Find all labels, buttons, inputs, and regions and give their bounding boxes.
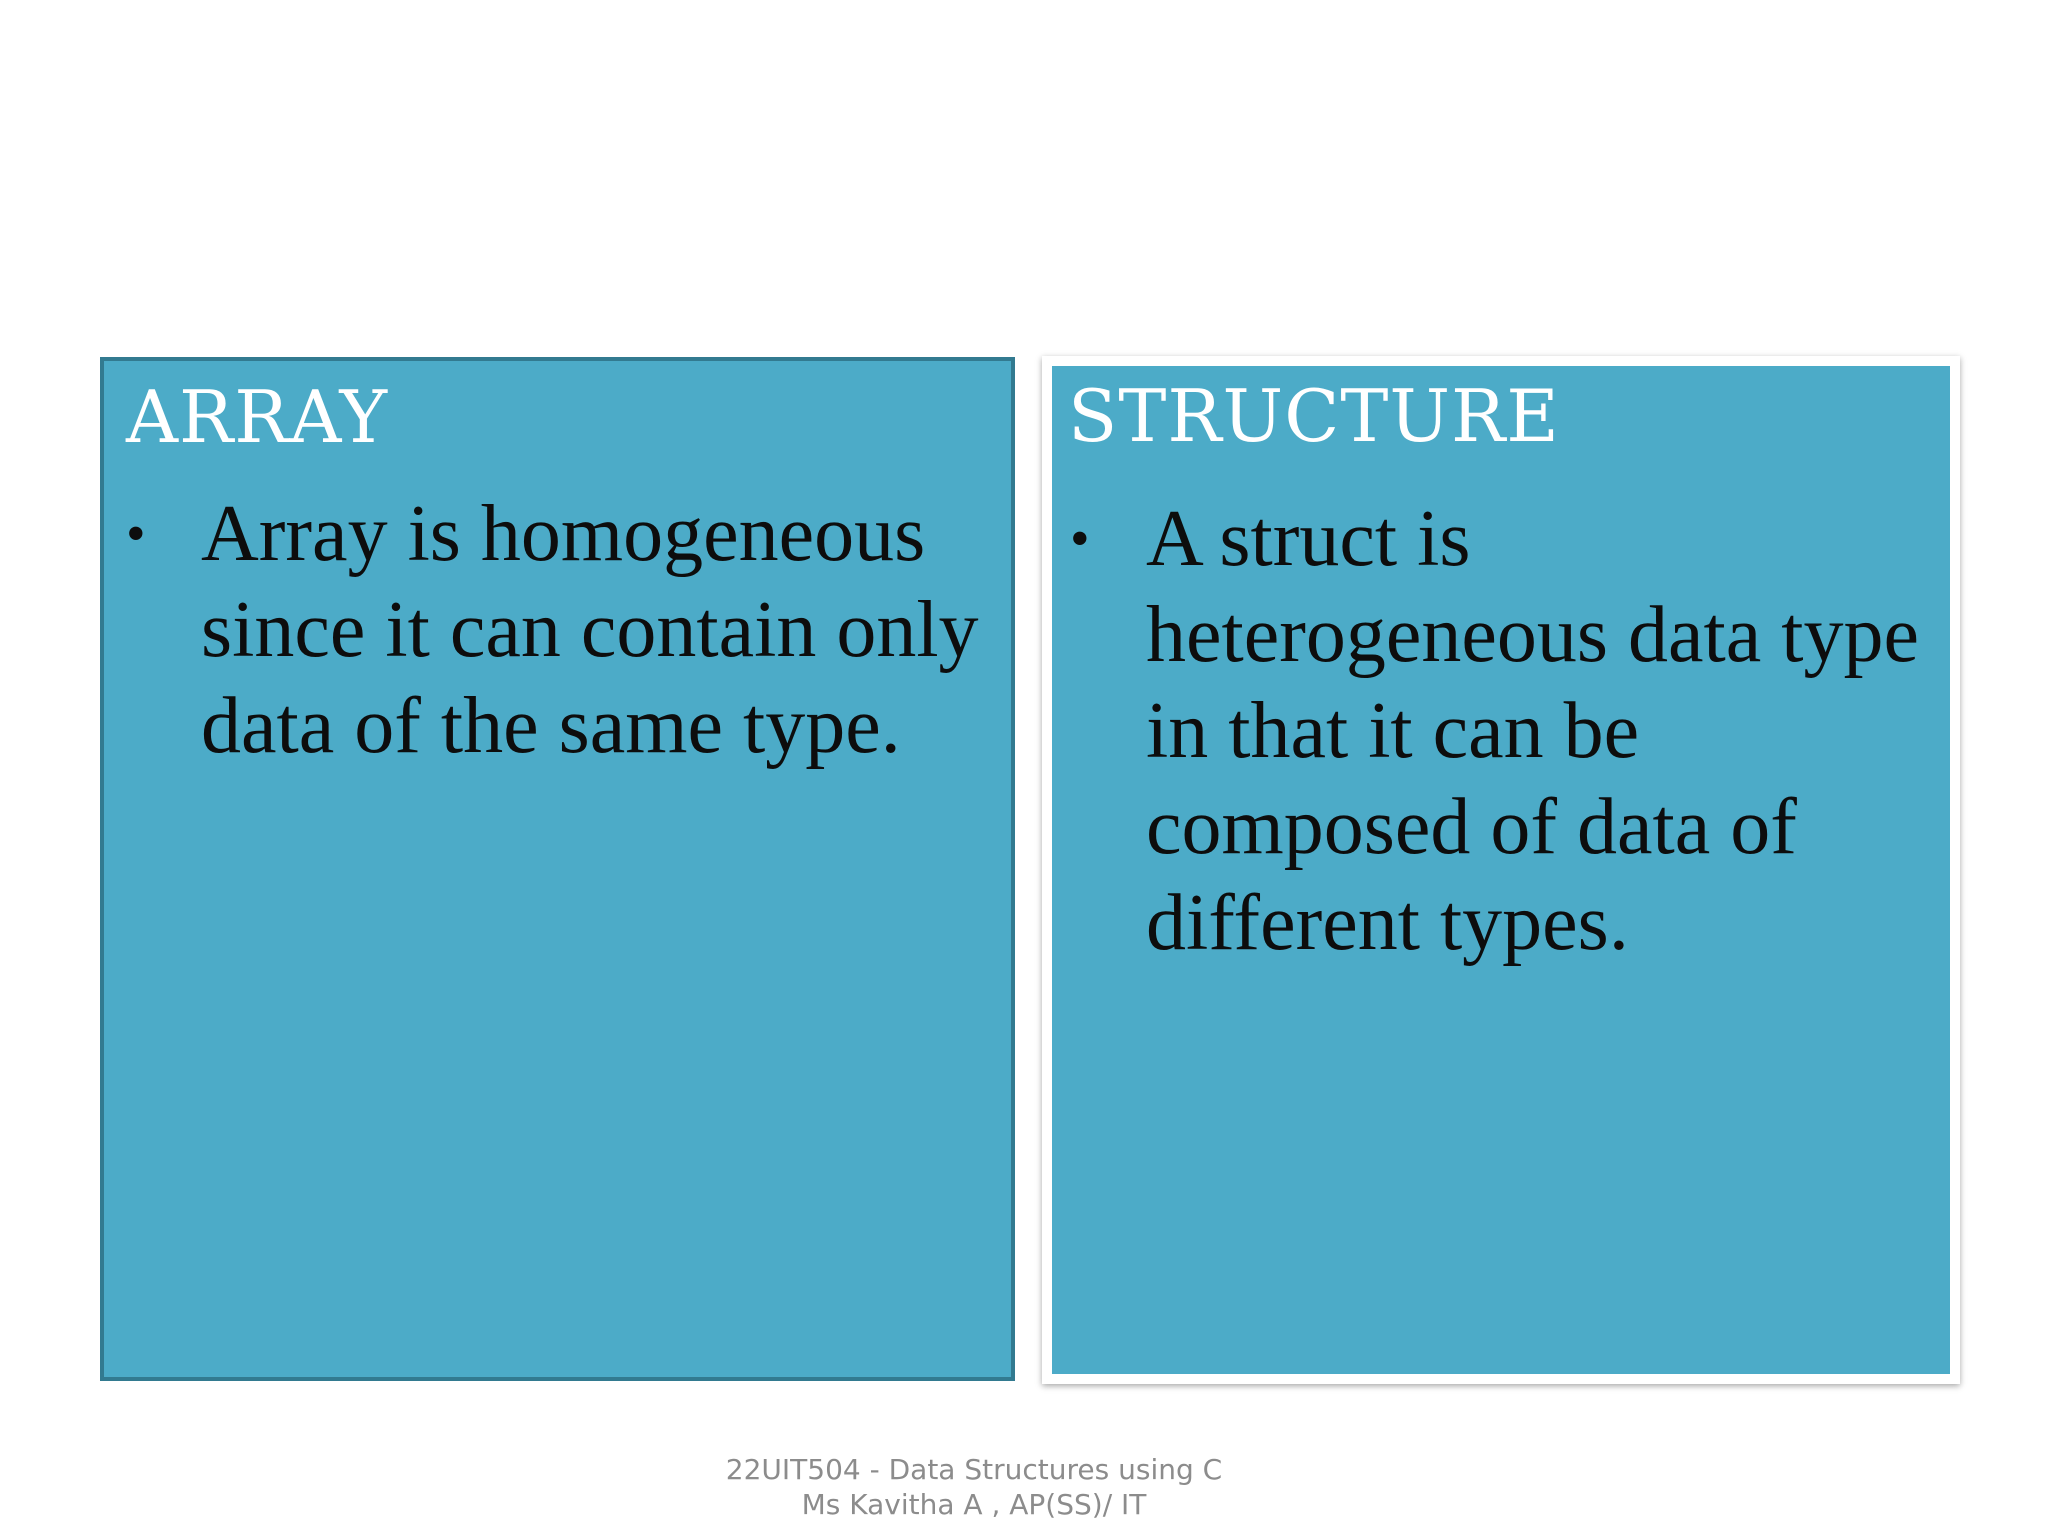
array-bullet-text: Array is homogeneous since it can contain only data of the same type. <box>201 490 979 770</box>
structure-title: STRUCTURE <box>1068 374 1560 458</box>
array-title: ARRAY <box>126 375 389 459</box>
footer-author: Ms Kavitha A , AP(SS)/ IT <box>801 1488 1147 1521</box>
footer-course: 22UIT504 - Data Structures using C <box>725 1453 1223 1486</box>
structure-bullet-list <box>1052 491 1950 971</box>
slide-footer <box>0 1452 2048 1522</box>
structure-bullet-text: A struct is heterogeneous data type in that it can be composed of data of different types. <box>1146 495 1920 967</box>
array-box <box>100 357 1015 1381</box>
array-bullet-list <box>104 486 1011 774</box>
bullet-dot-icon: • <box>126 503 146 565</box>
structure-bullet-item <box>1052 491 1950 971</box>
bullet-dot-icon: • <box>1070 508 1090 570</box>
structure-box <box>1052 366 1950 1374</box>
array-bullet-item <box>104 486 1011 774</box>
